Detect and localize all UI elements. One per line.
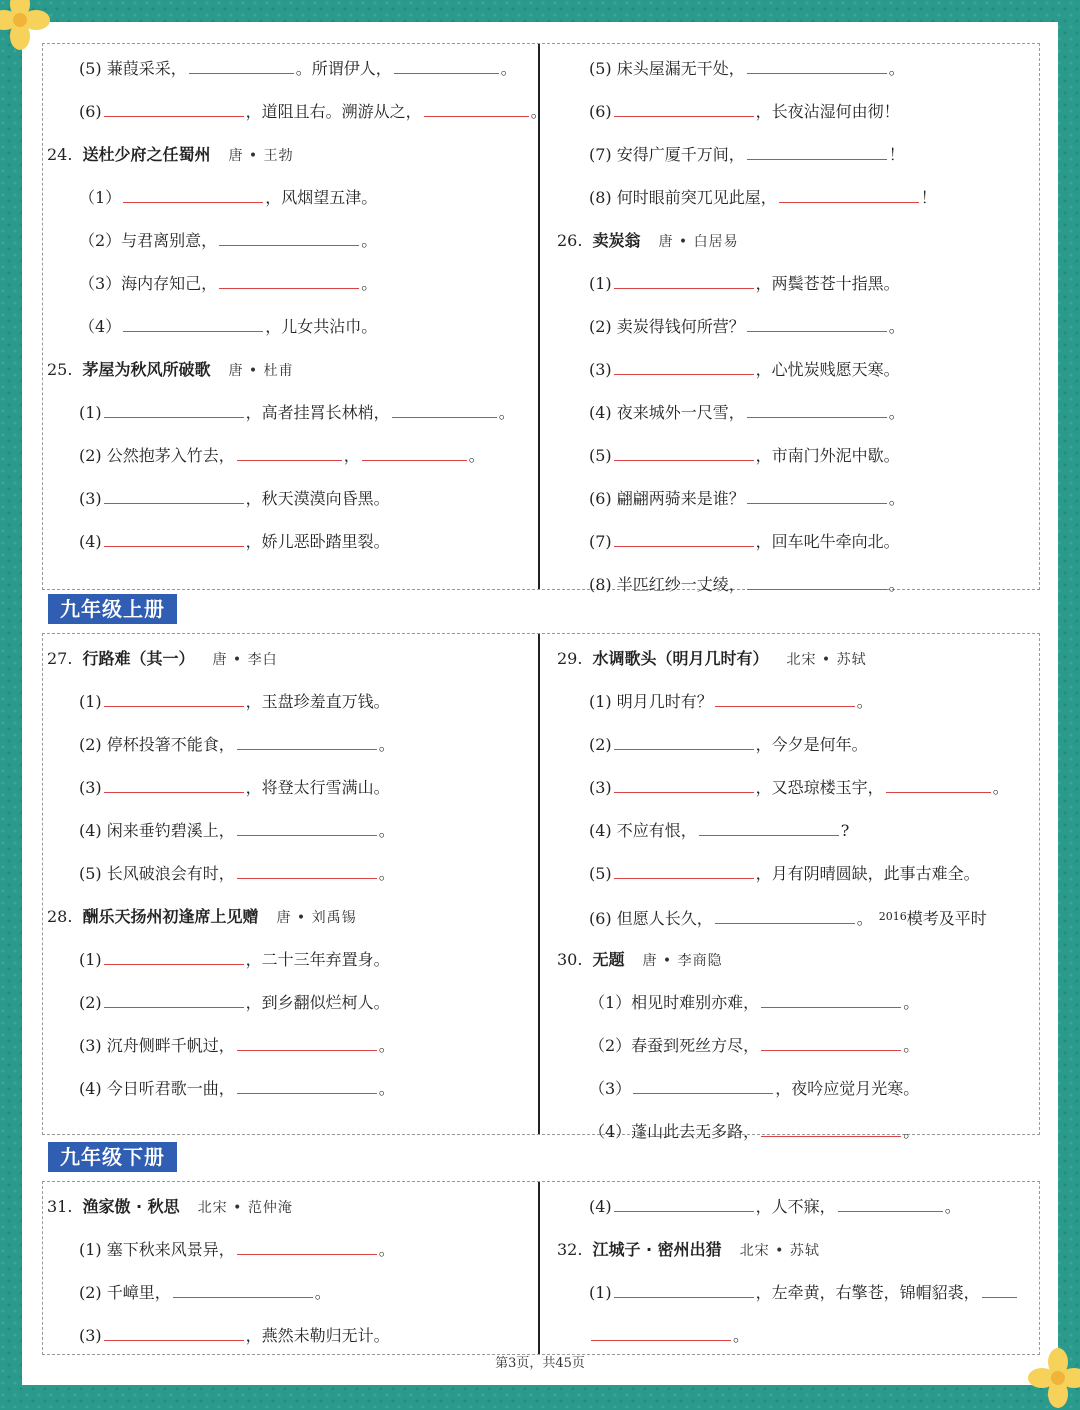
item-number: (5) — [589, 864, 612, 883]
answer-blank[interactable] — [424, 102, 529, 117]
fill-in-row — [589, 1325, 749, 1347]
item-number: (2) — [589, 735, 612, 754]
given-verse: (4) 夜来城外一尺雪， — [589, 403, 745, 422]
punctuation: 。 — [530, 102, 547, 121]
given-verse: ，娇儿恶卧踏里裂。 — [245, 532, 390, 551]
flower-decoration-icon — [1020, 1340, 1080, 1410]
panel-grade9-vol1-poems — [42, 633, 1040, 1141]
poem-title-row — [47, 359, 294, 382]
fill-in-row — [79, 531, 390, 553]
punctuation: ！ — [920, 188, 937, 207]
given-verse: ，月有阴晴圆缺，此事古难全。 — [755, 864, 980, 883]
given-verse: (2) 公然抱茅入竹去， — [79, 446, 235, 465]
punctuation: 。 — [992, 778, 1009, 797]
answer-blank[interactable] — [104, 692, 244, 707]
fill-in-row — [589, 1078, 919, 1100]
given-verse: ，将登太行雪满山。 — [245, 778, 390, 797]
answer-blank[interactable] — [715, 909, 855, 924]
punctuation: 。 — [378, 821, 395, 840]
punctuation: 。 — [468, 446, 485, 465]
answer-blank[interactable] — [614, 532, 754, 547]
fill-in-row — [589, 316, 905, 338]
given-verse: （2）春蚕到死丝方尽， — [589, 1036, 760, 1055]
poem-title-row — [557, 648, 867, 671]
fill-in-row — [79, 402, 515, 424]
fill-in-row — [589, 1035, 919, 1057]
answer-blank[interactable] — [362, 446, 467, 461]
fill-in-row — [589, 402, 905, 424]
fill-in-row — [79, 734, 395, 756]
answer-blank[interactable] — [614, 735, 754, 750]
item-number: (1) — [589, 274, 612, 293]
punctuation: 。 — [378, 864, 395, 883]
given-verse: ，儿女共沾巾。 — [265, 317, 378, 336]
poem-title: 无题 — [592, 950, 625, 969]
poem-number: 27. — [47, 649, 73, 668]
worksheet-page — [22, 22, 1058, 1385]
fill-in-row — [79, 1035, 395, 1057]
poem-author: 唐 • 白居易 — [658, 234, 739, 250]
punctuation: 。 — [378, 1036, 395, 1055]
item-number: (3) — [79, 1326, 102, 1345]
punctuation: 。 — [856, 909, 873, 928]
poem-title-row — [557, 949, 723, 972]
given-verse: (4) 闲来垂钓碧溪上， — [79, 821, 235, 840]
punctuation: 。 — [498, 403, 515, 422]
given-verse: （2）与君离别意， — [79, 231, 218, 250]
answer-blank[interactable] — [394, 59, 499, 74]
poem-author: 唐 • 李商隐 — [642, 953, 723, 969]
fill-in-row — [79, 273, 377, 295]
punctuation: 。 — [314, 1283, 331, 1302]
fill-in-row — [589, 101, 900, 123]
given-verse: ，回车叱牛牵向北。 — [755, 532, 900, 551]
fill-in-row — [79, 992, 390, 1014]
panel-eighth-grade-poems — [42, 43, 1040, 594]
fill-in-row — [589, 734, 868, 756]
answer-blank[interactable] — [715, 692, 855, 707]
answer-blank[interactable] — [982, 1283, 1017, 1298]
poem-title: 行路难（其一） — [82, 649, 195, 668]
punctuation: 。 — [378, 1240, 395, 1259]
fill-in-row — [79, 691, 390, 713]
answer-blank[interactable] — [886, 778, 991, 793]
answer-blank[interactable] — [747, 59, 887, 74]
poem-title-row — [47, 144, 294, 167]
answer-blank[interactable] — [747, 317, 887, 332]
fill-in-row — [79, 230, 377, 252]
punctuation: 。 — [888, 489, 905, 508]
given-verse: (7) 安得广厦千万间， — [589, 145, 745, 164]
fill-in-row — [589, 906, 987, 930]
answer-blank[interactable] — [747, 489, 887, 504]
answer-blank[interactable] — [761, 1036, 901, 1051]
given-verse: (1) 明月几时有？ — [589, 692, 713, 711]
answer-blank[interactable] — [123, 317, 263, 332]
poem-title: 茅屋为秋风所破歌 — [82, 360, 211, 379]
poem-number: 26. — [557, 231, 583, 250]
fill-in-row — [79, 1325, 390, 1347]
given-verse: ，人不寐， — [755, 1197, 836, 1216]
punctuation: 。 — [903, 993, 920, 1012]
answer-blank[interactable] — [614, 1197, 754, 1212]
poem-author: 北宋 • 苏轼 — [739, 1243, 820, 1259]
item-number: (3) — [79, 489, 102, 508]
answer-blank[interactable] — [392, 403, 497, 418]
fill-in-row — [79, 1282, 331, 1304]
answer-blank[interactable] — [761, 993, 901, 1008]
poem-title-row — [557, 1239, 820, 1262]
fill-in-row — [79, 820, 395, 842]
punctuation: 。 — [361, 231, 378, 250]
answer-blank[interactable] — [614, 864, 754, 879]
punctuation: 。 — [500, 59, 517, 78]
poem-title-row — [557, 230, 739, 253]
section-banner-grade9-vol1: 九年级上册 — [48, 594, 177, 624]
punctuation: 。 — [888, 403, 905, 422]
given-verse: ，高者挂罥长林梢， — [245, 403, 390, 422]
column-divider — [538, 44, 540, 589]
fill-in-row — [589, 992, 919, 1014]
fill-in-row — [79, 101, 547, 123]
fill-in-row — [589, 777, 1009, 799]
fill-in-row — [79, 58, 517, 80]
given-verse: ，两鬓苍苍十指黑。 — [755, 274, 900, 293]
fill-in-row — [589, 58, 905, 80]
item-number: (1) — [79, 403, 102, 422]
page-footer: 第3页，共45页 — [495, 1356, 585, 1371]
punctuation: 。 — [944, 1197, 961, 1216]
answer-blank[interactable] — [219, 274, 359, 289]
poem-title-row — [47, 1196, 293, 1219]
item-number: (3) — [589, 360, 612, 379]
answer-blank[interactable] — [237, 446, 342, 461]
answer-blank[interactable] — [237, 821, 377, 836]
fill-in-row — [79, 1239, 395, 1261]
fill-in-row — [589, 488, 905, 510]
poem-author: 唐 • 王勃 — [228, 148, 294, 164]
poem-author: 唐 • 李白 — [212, 652, 278, 668]
answer-blank[interactable] — [237, 735, 377, 750]
poem-title: 送杜少府之任蜀州 — [82, 145, 211, 164]
answer-blank[interactable] — [747, 403, 887, 418]
given-verse: ，燕然未勒归无计。 — [245, 1326, 390, 1345]
fill-in-row — [79, 187, 377, 209]
given-verse: ，心忧炭贱愿天寒。 — [755, 360, 900, 379]
answer-blank[interactable] — [747, 575, 887, 590]
item-number: (4) — [79, 532, 102, 551]
given-verse: ，左牵黄，右擎苍，锦帽貂裘， — [755, 1283, 980, 1302]
item-number: (5) — [589, 446, 612, 465]
poem-author: 北宋 • 苏轼 — [786, 652, 867, 668]
given-verse: ，长夜沾湿何由彻！ — [755, 102, 900, 121]
answer-blank[interactable] — [123, 188, 263, 203]
given-verse: ， — [343, 446, 360, 465]
given-verse: ，道阻且右。溯游从之， — [245, 102, 422, 121]
fill-in-row — [79, 445, 485, 467]
flower-decoration-icon — [0, 0, 60, 58]
answer-blank[interactable] — [614, 1283, 754, 1298]
poem-number: 30. — [557, 950, 583, 969]
answer-blank[interactable] — [614, 446, 754, 461]
fill-in-row — [589, 820, 849, 842]
given-verse: ，到乡翻似烂柯人。 — [245, 993, 390, 1012]
given-verse: ，二十三年弃置身。 — [245, 950, 390, 969]
answer-blank[interactable] — [614, 102, 754, 117]
given-verse: (4) 今日听君歌一曲， — [79, 1079, 235, 1098]
given-verse: (8) 半匹红纱一丈绫， — [589, 575, 745, 594]
fill-in-row — [589, 1196, 961, 1218]
answer-blank[interactable] — [104, 1326, 244, 1341]
given-verse: 。所谓伊人， — [295, 59, 392, 78]
fill-in-row — [79, 863, 395, 885]
poem-number: 29. — [557, 649, 583, 668]
fill-in-row — [589, 531, 900, 553]
given-verse: (2) 卖炭得钱何所营？ — [589, 317, 745, 336]
punctuation: 。 — [888, 575, 905, 594]
poem-number: 32. — [557, 1240, 583, 1259]
fill-in-row — [589, 863, 980, 885]
item-number: （3） — [589, 1079, 632, 1098]
given-verse: ，夜吟应觉月光寒。 — [775, 1079, 920, 1098]
item-number: (1) — [79, 950, 102, 969]
poem-title: 卖炭翁 — [592, 231, 641, 250]
fill-in-row — [589, 1282, 1019, 1304]
item-number: （1） — [79, 188, 122, 207]
answer-blank[interactable] — [104, 532, 244, 547]
fill-in-row — [589, 359, 900, 381]
poem-title-row — [47, 648, 278, 671]
given-verse: ，今夕是何年。 — [755, 735, 868, 754]
answer-blank[interactable] — [104, 778, 244, 793]
given-verse: (4) 不应有恨， — [589, 821, 697, 840]
item-number: (1) — [589, 1283, 612, 1302]
punctuation: 。 — [888, 59, 905, 78]
answer-blank[interactable] — [237, 1036, 377, 1051]
given-verse: ，市南门外泥中歇。 — [755, 446, 900, 465]
answer-blank[interactable] — [237, 1240, 377, 1255]
answer-blank[interactable] — [779, 188, 919, 203]
fill-in-row — [589, 1121, 919, 1143]
fill-in-row — [589, 187, 937, 209]
item-number: （4） — [79, 317, 122, 336]
poem-number: 31. — [47, 1197, 73, 1216]
fill-in-row — [589, 445, 900, 467]
answer-blank[interactable] — [104, 489, 244, 504]
answer-blank[interactable] — [237, 1079, 377, 1094]
answer-blank[interactable] — [614, 274, 754, 289]
given-verse: ，又恐琼楼玉宇， — [755, 778, 884, 797]
poem-number: 24. — [47, 145, 73, 164]
item-number: (3) — [79, 778, 102, 797]
fill-in-row — [79, 777, 390, 799]
punctuation: 。 — [856, 692, 873, 711]
given-verse: (6) 但愿人长久， — [589, 909, 713, 928]
punctuation: ? — [840, 821, 850, 840]
punctuation: 。 — [888, 317, 905, 336]
column-divider — [538, 1182, 540, 1354]
given-verse: (3) 沉舟侧畔千帆过， — [79, 1036, 235, 1055]
given-verse: (2) 停杯投箸不能食， — [79, 735, 235, 754]
item-number: (4) — [589, 1197, 612, 1216]
item-number: (6) — [79, 102, 102, 121]
poem-title: 渔家傲 · 秋思 — [82, 1197, 180, 1216]
given-verse: (5) 床头屋漏无干处， — [589, 59, 745, 78]
poem-title: 酬乐天扬州初逢席上见赠 — [82, 907, 259, 926]
given-verse: (1) 塞下秋来风景异， — [79, 1240, 235, 1259]
fill-in-row — [589, 273, 900, 295]
fill-in-row — [79, 488, 390, 510]
punctuation: 。 — [903, 1122, 920, 1141]
given-verse: (2) 千嶂里， — [79, 1283, 171, 1302]
punctuation: 。 — [361, 274, 378, 293]
column-divider — [538, 634, 540, 1134]
answer-blank[interactable] — [761, 1122, 901, 1137]
answer-blank[interactable] — [614, 360, 754, 375]
given-verse: ，玉盘珍羞直万钱。 — [245, 692, 390, 711]
item-number: (3) — [589, 778, 612, 797]
poem-author: 北宋 • 范仲淹 — [197, 1200, 293, 1216]
punctuation: 。 — [378, 1079, 395, 1098]
item-number: (1) — [79, 692, 102, 711]
poem-title: 水调歌头（明月几时有） — [592, 649, 769, 668]
given-verse: (6) 翩翩两骑来是谁？ — [589, 489, 745, 508]
punctuation: ！ — [888, 145, 905, 164]
given-verse: (5) 蒹葭采采， — [79, 59, 187, 78]
answer-blank[interactable] — [104, 950, 244, 965]
answer-blank[interactable] — [699, 821, 839, 836]
fill-in-row — [589, 144, 905, 166]
fill-in-row — [79, 1078, 395, 1100]
given-verse: （3）海内存知己， — [79, 274, 218, 293]
poem-number: 28. — [47, 907, 73, 926]
section-banner-grade9-vol2: 九年级下册 — [48, 1142, 177, 1172]
answer-blank[interactable] — [591, 1326, 731, 1341]
item-number: (7) — [589, 532, 612, 551]
given-verse: ，风烟望五津。 — [265, 188, 378, 207]
answer-blank[interactable] — [633, 1079, 773, 1094]
answer-blank[interactable] — [189, 59, 294, 74]
panel-grade9-vol2-poems — [42, 1181, 1040, 1355]
fill-in-row — [589, 691, 873, 713]
given-verse: （1）相见时难别亦难， — [589, 993, 760, 1012]
answer-blank[interactable] — [104, 403, 244, 418]
given-verse: (8) 何时眼前突兀见此屋， — [589, 188, 777, 207]
item-number: (2) — [79, 993, 102, 1012]
poem-title-row — [47, 906, 357, 929]
item-number: (6) — [589, 102, 612, 121]
poem-author: 唐 • 杜甫 — [228, 363, 294, 379]
fill-in-row — [79, 316, 377, 338]
poem-number: 25. — [47, 360, 73, 379]
answer-blank[interactable] — [104, 102, 244, 117]
answer-blank[interactable] — [237, 864, 377, 879]
given-verse: （4）蓬山此去无多路， — [589, 1122, 760, 1141]
answer-blank[interactable] — [838, 1197, 943, 1212]
answer-blank[interactable] — [614, 778, 754, 793]
given-verse: ，秋天漠漠向昏黑。 — [245, 489, 390, 508]
exam-note: 模考及平时 — [906, 909, 987, 928]
given-verse: (5) 长风破浪会有时， — [79, 864, 235, 883]
poem-title: 江城子 · 密州出猎 — [592, 1240, 722, 1259]
punctuation: 。 — [903, 1036, 920, 1055]
answer-blank[interactable] — [219, 231, 359, 246]
fill-in-row — [589, 574, 905, 596]
punctuation: 。 — [733, 1326, 750, 1345]
exam-year: 2016 — [878, 910, 907, 923]
poem-author: 唐 • 刘禹锡 — [276, 910, 357, 926]
answer-blank[interactable] — [747, 145, 887, 160]
answer-blank[interactable] — [104, 993, 244, 1008]
fill-in-row — [79, 949, 390, 971]
punctuation: 。 — [378, 735, 395, 754]
answer-blank[interactable] — [173, 1283, 313, 1298]
